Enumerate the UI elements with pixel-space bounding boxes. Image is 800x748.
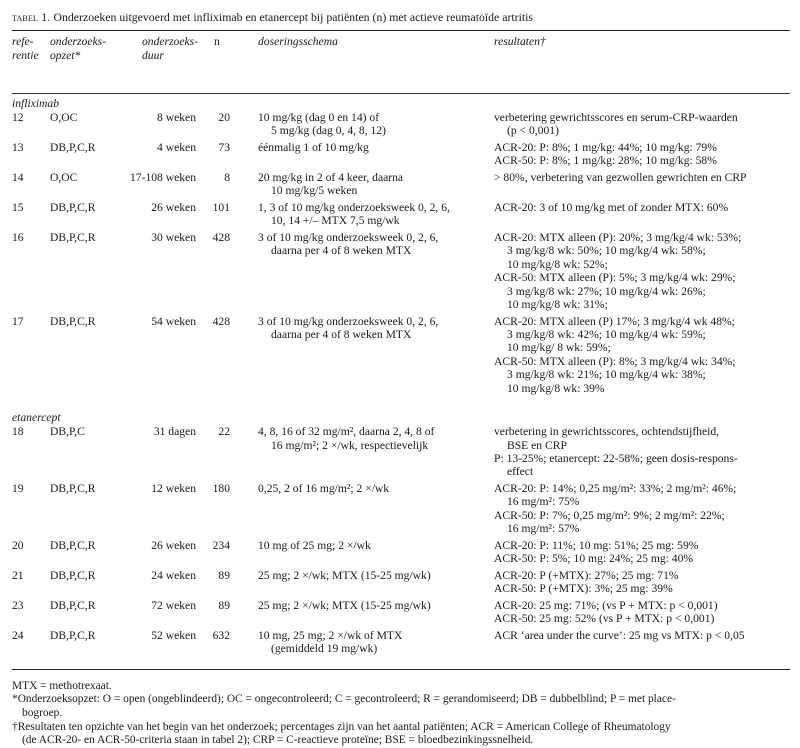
cell-duur: 54 weken	[151, 314, 196, 328]
cell-resultaten	[494, 315, 790, 395]
table-row	[12, 111, 790, 141]
resultaat-line: ACR-20: 25 mg: 71%; (vs P + MTX: p < 0,001)	[494, 598, 718, 612]
cell-ref: 16	[12, 231, 24, 244]
resultaat-line: verbetering gewrichtsscores en serum-CRP-waarden	[494, 111, 738, 124]
footnote-line: (de ACR-20- en ACR-50-criteria staan in tabel 2); CRP = C-reactieve proteïne; BSE = bloedbezinkingssnelheid.	[22, 734, 534, 747]
footnote-line: †Resultaten ten opzichte van het begin van het onderzoek; percentages zijn van het aantal patiënten; ACR = American College of Rheumatology	[12, 720, 671, 733]
cell-duur: 17-108 weken	[129, 171, 196, 184]
cell-duur: 12 weken	[151, 481, 196, 495]
cell-resultaten	[494, 599, 790, 626]
cell-doseringsschema	[258, 539, 488, 552]
resultaat-line: ACR-20: MTX alleen (P): 20%; 3 mg/kg/4 wk: 53%;	[494, 231, 742, 244]
cell-duur: 26 weken	[151, 538, 196, 552]
section-title: etanercept	[12, 411, 61, 425]
resultaat-line: 10 mg/kg/ 8 wk: 59%;	[507, 341, 611, 355]
cell-duur: 8 weken	[157, 111, 196, 124]
cell-opzet: DB,P,C,R	[50, 628, 96, 642]
dosering-line: 4, 8, 16 of 32 mg/m², daarna 2, 4, 8 of	[258, 425, 435, 439]
caption-prefix: tabel 1.	[12, 10, 51, 24]
cell-resultaten	[494, 425, 790, 479]
table-caption	[12, 8, 790, 30]
header-duur: onderzoeks- duur	[142, 35, 199, 62]
cell-duur: 72 weken	[151, 598, 196, 612]
header-doseringsschema: doseringsschema	[258, 35, 338, 48]
cell-ref: 19	[12, 481, 24, 495]
table-row	[12, 201, 790, 231]
table-header	[12, 31, 790, 93]
cell-doseringsschema	[258, 629, 488, 656]
cell-doseringsschema	[258, 141, 488, 154]
header-resultaten: resultaten†	[494, 35, 546, 48]
footnote-line: MTX = methotrexaat.	[12, 679, 112, 692]
resultaat-line: ACR-20: MTX alleen (P) 17%; 3 mg/kg/4 wk 48%;	[494, 314, 735, 328]
resultaat-line: 3 mg/kg/8 wk: 21%; 10 mg/kg/4 wk: 38%;	[507, 368, 706, 382]
table-row	[12, 629, 790, 659]
cell-resultaten	[494, 629, 790, 642]
resultaat-line: 10 mg/kg/8 wk: 52%;	[507, 257, 608, 271]
dosering-line: 10 mg/kg/5 weken	[271, 184, 358, 198]
cell-opzet: O,OC	[50, 171, 78, 184]
resultaat-line: ACR-20: P: 14%; 0,25 mg/m²: 33%; 2 mg/m²: 46%;	[494, 481, 737, 495]
cell-opzet: DB,P,C,R	[50, 568, 96, 582]
table-body	[12, 94, 790, 659]
header-n: n	[214, 35, 220, 48]
cell-duur: 26 weken	[151, 201, 196, 214]
resultaat-line: 10 mg/kg/8 wk: 39%	[507, 381, 605, 395]
cell-ref: 14	[12, 171, 24, 184]
dosering-line: 16 mg/m²; 2 ×/wk, respectievelijk	[271, 438, 429, 452]
cell-n: 20	[218, 111, 230, 124]
cell-opzet: DB,P,C,R	[50, 598, 96, 612]
dosering-line: 10 mg/kg (dag 0 en 14) of	[258, 111, 380, 124]
cell-opzet: DB,P,C	[50, 425, 85, 439]
cell-opzet: DB,P,C,R	[50, 231, 96, 244]
cell-opzet: DB,P,C,R	[50, 201, 96, 214]
resultaat-line: ACR-50: P: 5%; 10 mg: 24%; 25 mg: 40%	[494, 552, 694, 566]
table-row	[12, 599, 790, 629]
cell-doseringsschema	[258, 482, 488, 495]
cell-opzet: O,OC	[50, 111, 78, 124]
resultaat-line: ACR ‘area under the curve’: 25 mg vs MTX: p < 0,05	[494, 628, 745, 642]
dosering-line: 1, 3 of 10 mg/kg onderzoeksweek 0, 2, 6,	[258, 201, 450, 214]
cell-ref: 12	[12, 111, 24, 124]
cell-resultaten	[494, 201, 790, 214]
cell-resultaten	[494, 539, 790, 566]
cell-doseringsschema	[258, 569, 488, 582]
cell-duur: 52 weken	[151, 628, 196, 642]
cell-opzet: DB,P,C,R	[50, 481, 96, 495]
resultaat-line: ACR-50: P: 7%; 0,25 mg/m²: 9%; 2 mg/m²: 22%;	[494, 508, 725, 522]
table-row	[12, 539, 790, 569]
table-row	[12, 231, 790, 315]
cell-ref: 21	[12, 568, 24, 582]
table-row	[12, 482, 790, 539]
cell-n: 428	[212, 314, 230, 328]
table-row	[12, 569, 790, 599]
cell-ref: 13	[12, 141, 24, 154]
resultaat-line: ACR-50: P: 8%; 1 mg/kg: 28%; 10 mg/kg: 58%	[494, 154, 717, 168]
table-row	[12, 425, 790, 482]
cell-opzet: DB,P,C,R	[50, 538, 96, 552]
cell-ref: 24	[12, 628, 24, 642]
dosering-line: 25 mg; 2 ×/wk; MTX (15-25 mg/wk)	[258, 568, 431, 582]
cell-n: 180	[212, 481, 230, 495]
dosering-line: 3 of 10 mg/kg onderzoeksweek 0, 2, 6,	[258, 231, 439, 244]
header-opzet: onderzoeks- opzet*	[50, 35, 107, 62]
cell-ref: 23	[12, 598, 24, 612]
cell-duur: 30 weken	[151, 231, 196, 244]
resultaat-line: 16 mg/m²: 57%	[507, 522, 580, 536]
cell-resultaten	[494, 171, 790, 184]
footnotes	[12, 670, 790, 748]
cell-n: 428	[212, 231, 230, 244]
cell-duur: 4 weken	[157, 141, 196, 154]
resultaat-line: verbetering in gewrichtsscores, ochtendstijfheid,	[494, 425, 720, 439]
cell-opzet: DB,P,C,R	[50, 314, 96, 328]
cell-duur: 31 dagen	[153, 425, 196, 439]
footnote-line: *Onderzoeksopzet: O = open (ongeblindeerd); OC = ongecontroleerd; C = gecontroleerd; R = gerandomiseerd; DB = dubbelblind; P = met place-	[12, 693, 676, 706]
cell-ref: 17	[12, 314, 24, 328]
resultaat-line: ACR-50: MTX alleen (P): 8%; 3 mg/kg/4 wk: 34%;	[494, 354, 736, 368]
dosering-line: 5 mg/kg (dag 0, 4, 8, 12)	[271, 124, 386, 138]
cell-doseringsschema	[258, 425, 488, 452]
dosering-line: 10 mg, 25 mg; 2 ×/wk of MTX	[258, 628, 403, 642]
cell-n: 101	[212, 201, 230, 214]
cell-n: 73	[218, 141, 230, 154]
cell-n: 89	[218, 568, 230, 582]
resultaat-line: BSE en CRP	[507, 438, 567, 452]
resultaat-line: ACR-50: P (+MTX): 3%; 25 mg: 39%	[494, 582, 673, 596]
resultaat-line: (p < 0,001)	[507, 124, 559, 138]
footnote-line: bogroep.	[22, 706, 63, 719]
resultaat-line: effect	[507, 465, 534, 479]
cell-doseringsschema	[258, 171, 488, 198]
resultaat-line: 16 mg/m²: 75%	[507, 495, 580, 509]
cell-ref: 18	[12, 425, 24, 439]
resultaat-line: 3 mg/kg/8 wk: 27%; 10 mg/kg/4 wk: 26%;	[507, 284, 706, 298]
resultaat-line: ACR-50: MTX alleen (P): 5%; 3 mg/kg/4 wk: 29%;	[494, 271, 736, 285]
footnote	[12, 693, 790, 720]
footnote	[12, 721, 790, 748]
dosering-line: 25 mg; 2 ×/wk; MTX (15-25 mg/wk)	[258, 598, 431, 612]
dosering-line: daarna per 4 of 8 weken MTX	[271, 328, 412, 341]
header-ref: refe- rentie	[12, 35, 39, 62]
table-row	[12, 315, 790, 399]
cell-n: 89	[218, 598, 230, 612]
resultaat-line: ACR-20: P: 8%; 1 mg/kg: 44%; 10 mg/kg: 79%	[494, 141, 717, 154]
cell-opzet: DB,P,C,R	[50, 141, 96, 154]
cell-doseringsschema	[258, 111, 488, 138]
dosering-line: 10, 14 +/– MTX 7,5 mg/wk	[271, 214, 400, 228]
dosering-line: 0,25, 2 of 16 mg/m²; 2 ×/wk	[258, 481, 390, 495]
dosering-line: 10 mg of 25 mg; 2 ×/wk	[258, 538, 371, 552]
resultaat-line: ACR-50: 25 mg: 52% (vs P + MTX: p < 0,001)	[494, 612, 715, 626]
table-container	[12, 8, 790, 748]
dosering-line: daarna per 4 of 8 weken MTX	[271, 244, 412, 258]
cell-doseringsschema	[258, 201, 488, 228]
cell-doseringsschema	[258, 315, 488, 342]
footnote	[12, 680, 790, 694]
cell-resultaten	[494, 111, 790, 138]
cell-n: 632	[212, 628, 230, 642]
cell-n: 8	[224, 171, 230, 184]
resultaat-line: 3 mg/kg/8 wk: 50%; 10 mg/kg/4 wk: 58%;	[507, 244, 706, 258]
resultaat-line: > 80%, verbetering van gezwollen gewrichten en CRP	[494, 171, 747, 184]
dosering-line: 3 of 10 mg/kg onderzoeksweek 0, 2, 6,	[258, 314, 439, 328]
table-row	[12, 171, 790, 201]
cell-resultaten	[494, 231, 790, 311]
resultaat-line: ACR-20: P: 11%; 10 mg: 51%; 25 mg: 59%	[494, 538, 699, 552]
cell-n: 22	[218, 425, 230, 439]
resultaat-line: ACR-20: P (+MTX): 27%; 25 mg: 71%	[494, 568, 679, 582]
section-title: infliximab	[12, 97, 60, 110]
dosering-line: éénmalig 1 of 10 mg/kg	[258, 141, 369, 154]
cell-doseringsschema	[258, 599, 488, 612]
cell-n: 234	[212, 538, 230, 552]
resultaat-line: P: 13-25%; etanercept: 22-58%; geen dosis-respons-	[494, 452, 738, 465]
cell-ref: 20	[12, 538, 24, 552]
cell-resultaten	[494, 569, 790, 596]
caption-text: Onderzoeken uitgevoerd met infliximab en etanercept bij patiënten (n) met actieve reumatoïde artritis	[53, 10, 534, 24]
cell-resultaten	[494, 482, 790, 536]
resultaat-line: ACR-20: 3 of 10 mg/kg met of zonder MTX: 60%	[494, 201, 729, 214]
table-row	[12, 141, 790, 171]
resultaat-line: 10 mg/kg/8 wk: 31%;	[507, 298, 608, 312]
dosering-line: (gemiddeld 19 mg/wk)	[271, 642, 378, 656]
dosering-line: 20 mg/kg in 2 of 4 keer, daarna	[258, 171, 404, 184]
cell-duur: 24 weken	[151, 568, 196, 582]
resultaat-line: 3 mg/kg/8 wk: 42%; 10 mg/kg/4 wk: 59%;	[507, 328, 706, 341]
cell-ref: 15	[12, 201, 24, 214]
cell-doseringsschema	[258, 231, 488, 258]
cell-resultaten	[494, 141, 790, 168]
